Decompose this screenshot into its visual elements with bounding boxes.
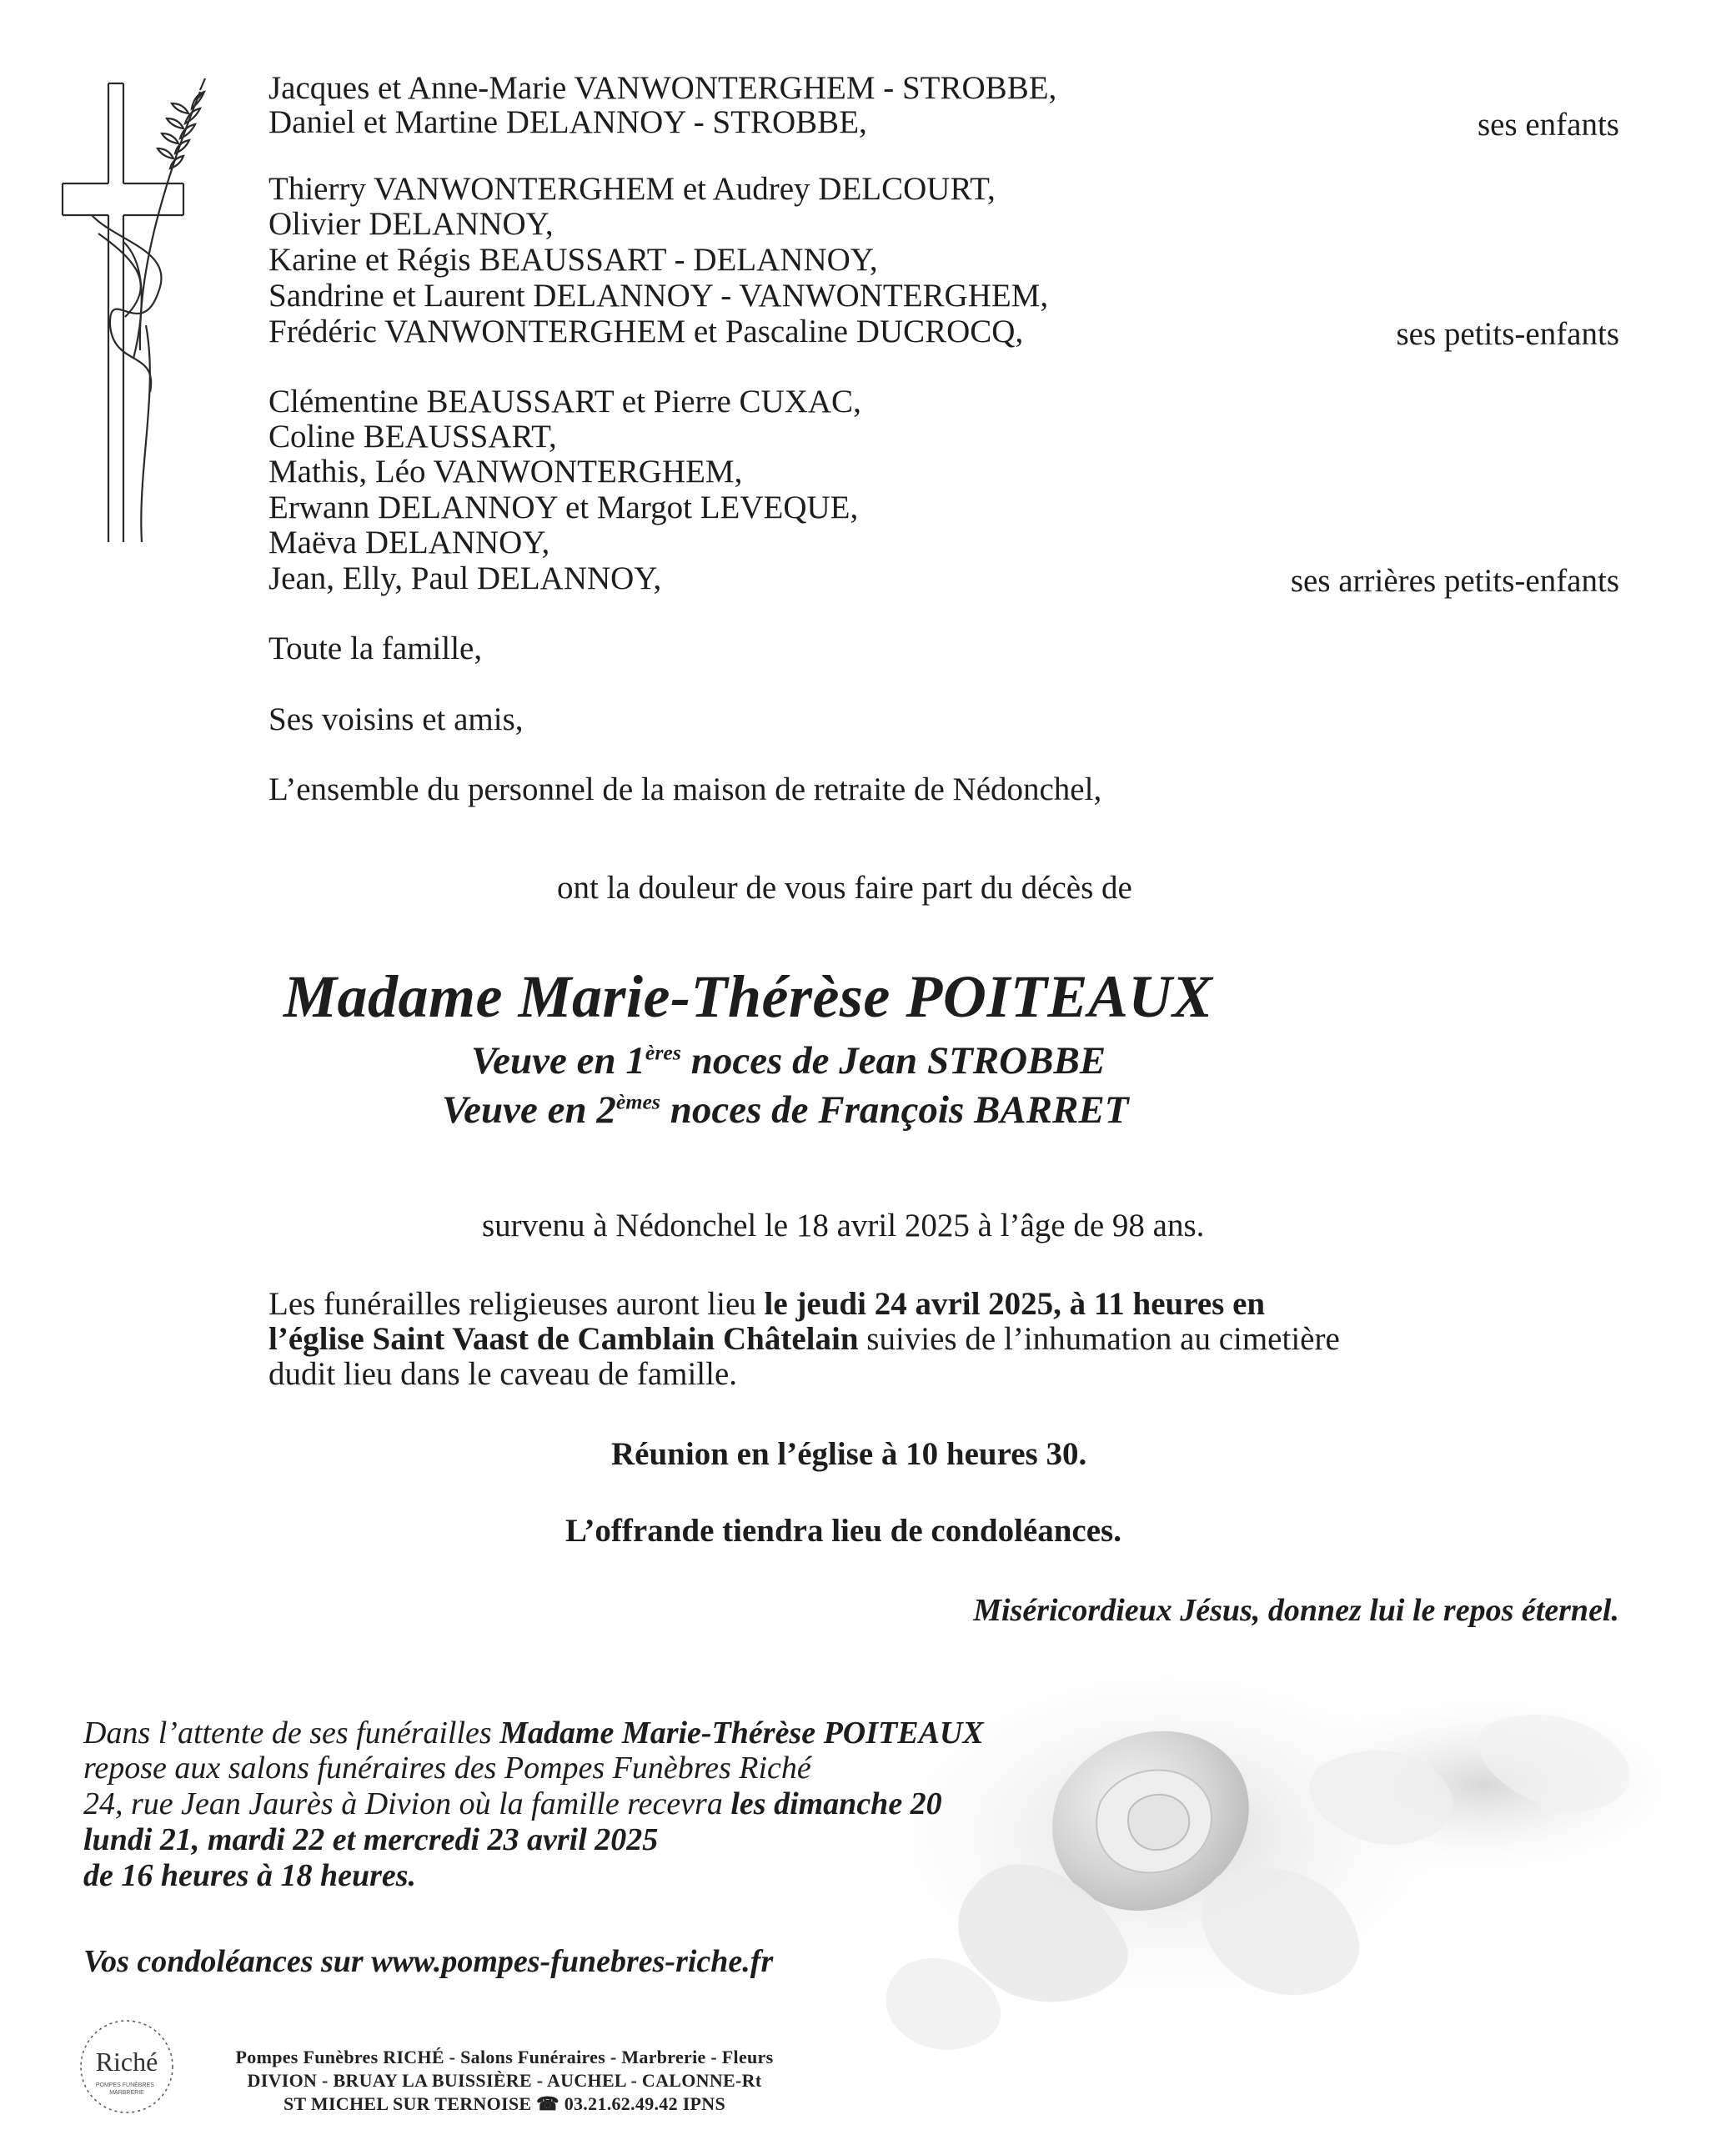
footer-line-2: DIVION - BRUAY LA BUISSIÈRE - AUCHEL - CALONNE-Rt xyxy=(247,2070,762,2091)
meeting-line: Réunion en l’église à 10 heures 30. xyxy=(611,1436,1087,1472)
widow2-sup: èmes xyxy=(615,1089,660,1114)
footer-line-1: Pompes Funèbres RICHÉ - Salons Funéraires - Marbrerie - Fleurs xyxy=(235,2047,774,2067)
announcement-line: ont la douleur de vous faire part du décès de xyxy=(557,870,1132,906)
cross-wheat-icon xyxy=(58,75,217,559)
widow-first-marriage xyxy=(471,1038,1106,1083)
waiting-l1-b: Madame Marie-Thérèse POITEAUX xyxy=(499,1716,984,1751)
death-notice: survenu à Nédonchel le 18 avril 2025 à l’âge de 98 ans. xyxy=(482,1208,1205,1243)
great-grandchild-line-2: Coline BEAUSSART, xyxy=(268,419,557,455)
funeral-line-3: dudit lieu dans le caveau de famille. xyxy=(268,1356,738,1392)
child-line-2: Daniel et Martine DELANNOY - STROBBE, xyxy=(268,104,867,140)
relation-great-grandchildren: ses arrières petits-enfants xyxy=(1290,563,1619,599)
funeral-l2-b: suivies de l’inhumation au cimetière xyxy=(858,1321,1340,1357)
waiting-line-1 xyxy=(83,1716,984,1750)
grandchild-line-2: Olivier DELANNOY, xyxy=(268,206,554,242)
funeral-line-1 xyxy=(268,1288,1265,1321)
staff-line: L’ensemble du personnel de la maison de retraite de Nédonchel, xyxy=(268,771,1102,807)
grandchild-line-4: Sandrine et Laurent DELANNOY - VANWONTERGHEM, xyxy=(268,278,1049,314)
waiting-line-4: lundi 21, mardi 22 et mercredi 23 avril 2025 xyxy=(83,1822,659,1857)
widow1-pre: Veuve en 1 xyxy=(471,1039,645,1083)
child-line-1: Jacques et Anne-Marie VANWONTERGHEM - STROBBE, xyxy=(268,70,1057,106)
waiting-l3-a: 24, rue Jean Jaurès à Divion où la famille recevra xyxy=(83,1786,731,1821)
footer-l3-a: ST MICHEL SUR TERNOISE xyxy=(283,2093,537,2114)
great-grandchild-line-6: Jean, Elly, Paul DELANNOY, xyxy=(268,560,662,596)
family-line: Toute la famille, xyxy=(268,630,483,666)
neighbors-line: Ses voisins et amis, xyxy=(268,701,524,737)
offering-line: L’offrande tiendra lieu de condoléances. xyxy=(565,1513,1121,1549)
deceased-name: Madame Marie-Thérèse POITEAUX xyxy=(283,963,1213,1030)
great-grandchild-line-5: Maëva DELANNOY, xyxy=(268,525,550,560)
phone-icon: ☎ xyxy=(536,2093,559,2114)
waiting-l1-a: Dans l’attente de ses funérailles xyxy=(83,1716,500,1751)
funeral-l1-b: le jeudi 24 avril 2025, à 11 heures en xyxy=(764,1286,1266,1322)
funeral-line-2 xyxy=(268,1323,1340,1356)
logo-text: Riché xyxy=(95,2047,158,2077)
widow1-post: noces de Jean STROBBE xyxy=(680,1039,1106,1083)
widow1-sup: ères xyxy=(645,1040,681,1065)
great-grandchild-line-1: Clémentine BEAUSSART et Pierre CUXAC, xyxy=(268,384,861,419)
condolences-link[interactable]: Vos condoléances sur www.pompes-funebres-riche.fr xyxy=(83,1944,774,1979)
prayer-line: Miséricordieux Jésus, donnez lui le repos éternel. xyxy=(973,1593,1619,1628)
widow2-post: noces de François BARRET xyxy=(660,1088,1129,1132)
logo-subtitle: POMPES FUNÈBRES · MARBRERIE xyxy=(95,2082,158,2096)
waiting-l3-b: les dimanche 20 xyxy=(730,1786,942,1821)
waiting-line-2: repose aux salons funéraires des Pompes Funèbres Riché xyxy=(83,1751,811,1786)
grandchild-line-1: Thierry VANWONTERGHEM et Audrey DELCOURT, xyxy=(268,171,996,207)
relation-children: ses enfants xyxy=(1477,107,1619,143)
grandchild-line-5: Frédéric VANWONTERGHEM et Pascaline DUCROCQ, xyxy=(268,314,1024,349)
grandchild-line-3: Karine et Régis BEAUSSART - DELANNOY, xyxy=(268,242,878,278)
waiting-line-5: de 16 heures à 18 heures. xyxy=(83,1858,417,1893)
waiting-line-3 xyxy=(83,1787,942,1821)
widow2-pre: Veuve en 2 xyxy=(442,1088,616,1132)
funeral-l2-a: l’église Saint Vaast de Camblain Châtelain xyxy=(268,1321,859,1357)
funeral-l1-a: Les funérailles religieuses auront lieu xyxy=(268,1286,765,1322)
relation-grandchildren: ses petits-enfants xyxy=(1396,316,1619,352)
great-grandchild-line-4: Erwann DELANNOY et Margot LEVEQUE, xyxy=(268,490,859,525)
great-grandchild-line-3: Mathis, Léo VANWONTERGHEM, xyxy=(268,454,743,490)
footer-line-3 xyxy=(0,2093,1009,2115)
widow-second-marriage xyxy=(442,1088,1128,1133)
footer-l3-b: 03.21.62.49.42 IPNS xyxy=(559,2093,726,2114)
